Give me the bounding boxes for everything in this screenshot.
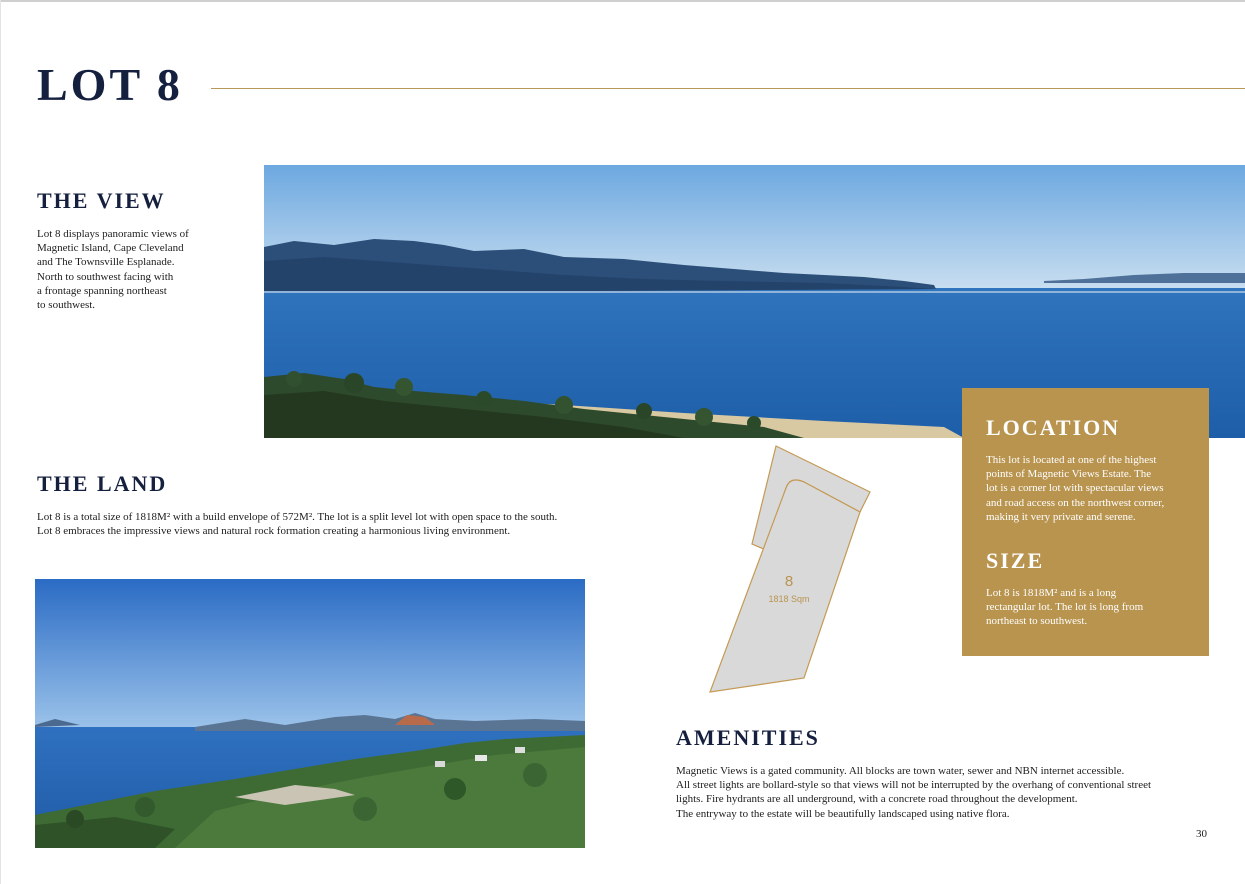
view-line: Magnetic Island, Cape Cleveland: [37, 242, 184, 255]
location-line: This lot is located at one of the highest: [986, 454, 1157, 466]
page-number: 30: [1196, 828, 1207, 840]
lot-number-label: 8: [784, 573, 794, 590]
view-line: to southwest.: [37, 299, 96, 312]
location-heading: LOCATION: [986, 415, 1121, 440]
amenities-line: All street lights are bollard-style so that views will not be interrupted by the overhang of conventional street: [676, 779, 1152, 792]
location-line: points of Magnetic Views Estate. The: [986, 468, 1152, 481]
size-line: Lot 8 is 1818M² and is a long: [986, 587, 1117, 599]
amenities-heading: AMENITIES: [676, 725, 820, 750]
size-line: rectangular lot. The lot is long from: [986, 601, 1144, 614]
page-title: LOT 8: [37, 59, 183, 110]
land-text: [37, 510, 637, 538]
amenities-line: lights. Fire hydrants are all underground, with a concrete road throughout the development.: [676, 793, 1078, 806]
lot-area-label: 1818 Sqm: [768, 594, 810, 604]
view-line: North to southwest facing with: [37, 270, 174, 283]
view-line: a frontage spanning northeast: [37, 284, 167, 297]
top-border: [0, 0, 1245, 2]
size-heading: SIZE: [986, 548, 1045, 573]
view-line: Lot 8 displays panoramic views of: [37, 228, 189, 240]
view-text: [37, 227, 237, 312]
amenities-text: [676, 764, 1196, 821]
left-border: [0, 0, 1, 884]
amenities-line: The entryway to the estate will be beautifully landscaped using native flora.: [676, 807, 1010, 820]
land-line: Lot 8 is a total size of 1818M² with a build envelope of 572M². The lot is a split level lot with open space to the south.: [37, 511, 558, 523]
location-line: making it very private and serene.: [986, 510, 1136, 523]
size-line: northeast to southwest.: [986, 615, 1088, 628]
location-text: [986, 453, 1186, 524]
size-text: [986, 586, 1186, 629]
location-line: and road access on the northwest corner,: [986, 496, 1165, 509]
amenities-line: Magnetic Views is a gated community. All blocks are town water, sewer and NBN internet accessible.: [676, 765, 1125, 777]
view-line: and The Townsville Esplanade.: [37, 256, 175, 269]
location-size-panel: [962, 388, 1209, 656]
land-line: Lot 8 embraces the impressive views and natural rock formation creating a harmonious living environment.: [37, 525, 511, 538]
lot-plan-diagram: [700, 440, 880, 710]
title-divider: [211, 88, 1245, 89]
land-heading: THE LAND: [37, 471, 168, 496]
location-line: lot is a corner lot with spectacular views: [986, 482, 1164, 495]
aerial-coast-photo: [35, 579, 585, 848]
view-heading: THE VIEW: [37, 188, 166, 213]
